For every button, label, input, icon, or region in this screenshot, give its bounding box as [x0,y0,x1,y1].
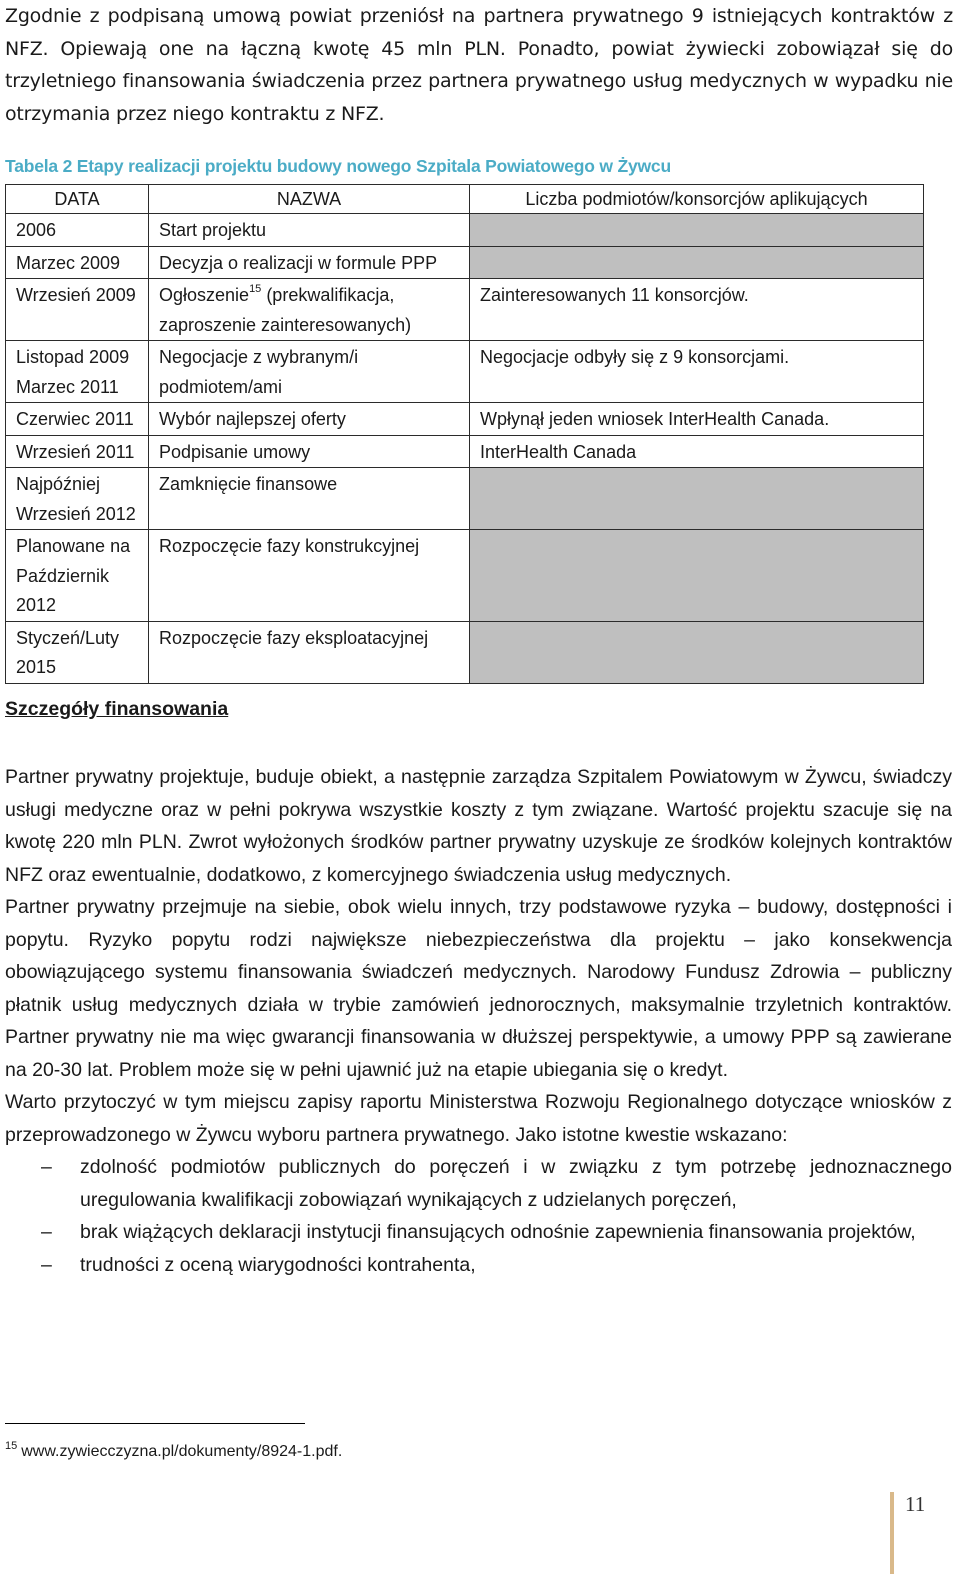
table-header-row [6,185,924,214]
cell-date: Listopad 2009 Marzec 2011 [6,341,149,403]
dash-marker: – [41,1156,52,1178]
cell-count [470,468,924,530]
cell-date: Wrzesień 2009 [6,279,149,341]
project-stages-table [5,184,924,684]
dash-marker: – [41,1221,52,1243]
intro-paragraph: Zgodnie z podpisaną umową powiat przeniósł na partnera prywatnego 9 istniejących kontraktów z NFZ. Opiewają one na łączną kwotę 45 mln PLN. Ponadto, powiat żywiecki zobowiązał się do trzyletniego finansowania świadczenia przez partnera prywatnego usług medycznych w wypadku nie otrzymania przez niego kontraktu z NFZ. [5,5,953,125]
cell-name: Decyzja o realizacji w formule PPP [149,246,470,279]
list-item [5,1249,952,1282]
cell-date: 2006 [6,214,149,247]
cell-count [470,214,924,247]
list-item-text: brak wiążących deklaracji instytucji finansujących odnośnie zapewnienia finansowania projektów, [80,1221,916,1243]
header-name: NAZWA [149,185,470,214]
cell-name [149,279,470,341]
cell-count [470,621,924,683]
cell-name-rest: (prekwalifikacja, zaproszenie zainteresowanych) [159,285,412,335]
cell-count [470,246,924,279]
cell-count: Negocjacje odbyły się z 9 konsorcjami. [470,341,924,403]
cell-date: Planowane na Październik 2012 [6,530,149,622]
table-caption: Tabela 2 Etapy realizacji projektu budowy nowego Szpitala Powiatowego w Żywcu [5,156,671,176]
cell-count: Zainteresowanych 11 konsorcjów. [470,279,924,341]
header-date: DATA [6,185,149,214]
cell-name: Rozpoczęcie fazy eksploatacyjnej [149,621,470,683]
cell-name: Zamknięcie finansowe [149,468,470,530]
header-count: Liczba podmiotów/konsorcjów aplikujących [470,185,924,214]
footnote-number: 15 [5,1440,18,1452]
table-row [6,279,924,341]
table-row [6,341,924,403]
cell-name: Rozpoczęcie fazy konstrukcyjnej [149,530,470,622]
cell-date: Wrzesień 2011 [6,435,149,468]
list-item [5,1216,952,1249]
page-number-bar [890,1492,894,1574]
bullet-list [5,1151,952,1281]
footnote-ref: 15 [249,283,262,295]
body-text [5,761,952,1281]
cell-name: Podpisanie umowy [149,435,470,468]
table-row [6,403,924,436]
list-item [5,1151,952,1216]
table-row [6,530,924,622]
cell-name: Start projektu [149,214,470,247]
table-row [6,214,924,247]
paragraph: Partner prywatny przejmuje na siebie, obok wielu innych, trzy podstawowe ryzyka – budowy, dostępności i popytu. Ryzyko popytu rodzi największe niebezpieczeństwa dla projektu – jako konsekwencja obowiązującego systemu finansowania świadczeń medycznych. Narodowy Fundusz Zdrowia – publiczny płatnik usług medycznych działa w trybie zamówień jednorocznych, maksymalnie trzyletnich kontraktów. Partner prywatny nie ma więc gwarancji finansowania w dłuższej perspektywie, a umowy PPP są zawierane na 20-30 lat. Problem może się w pełni ujawnić już na etapie ubiegania się o kredyt. [5,896,952,1081]
footnote-link[interactable]: www.zywiecczyzna.pl/dokumenty/8924-1.pdf. [21,1443,343,1460]
list-item-text: trudności z oceną wiarygodności kontrahenta, [80,1253,476,1276]
cell-count: InterHealth Canada [470,435,924,468]
paragraph: Warto przytoczyć w tym miejscu zapisy raportu Ministerstwa Rozwoju Regionalnego dotyczące wniosków z przeprowadzonego w Żywcu wyboru partnera prywatnego. Jako istotne kwestie wskazano: [5,1091,952,1146]
cell-count: Wpłynął jeden wniosek InterHealth Canada. [470,403,924,436]
page-number: 11 [905,1492,926,1516]
cell-date: Czerwiec 2011 [6,403,149,436]
cell-name-text: Ogłoszenie [159,285,250,305]
table-row [6,621,924,683]
table-row [6,468,924,530]
dash-marker: – [41,1253,52,1276]
cell-count [470,530,924,622]
footnote-divider [5,1423,305,1424]
cell-date: Styczeń/Luty 2015 [6,621,149,683]
table-row [6,246,924,279]
table-row [6,435,924,468]
section-title: Szczegóły finansowania [5,698,229,720]
list-item-text: zdolność podmiotów publicznych do poręczeń i w związku z tym potrzebę jednoznacznego uregulowania kwalifikacji zobowiązań wynikających z udzielanych poręczeń, [80,1156,952,1211]
paragraph: Partner prywatny projektuje, buduje obiekt, a następnie zarządza Szpitalem Powiatowym w Żywcu, świadczy usługi medyczne oraz w pełni pokrywa wszystkie koszty z tym związane. Wartość projektu szacuje się na kwotę 220 mln PLN. Zwrot wyłożonych środków partner prywatny uzyskuje ze środków kolejnych kontraktów NFZ oraz ewentualnie, dodatkowo, z komercyjnego świadczenia usług medycznych. [5,766,952,886]
footnote [5,1440,342,1461]
cell-date: Najpóźniej Wrzesień 2012 [6,468,149,530]
cell-date: Marzec 2009 [6,246,149,279]
cell-name: Wybór najlepszej oferty [149,403,470,436]
cell-name: Negocjacje z wybranym/i podmiotem/ami [149,341,470,403]
